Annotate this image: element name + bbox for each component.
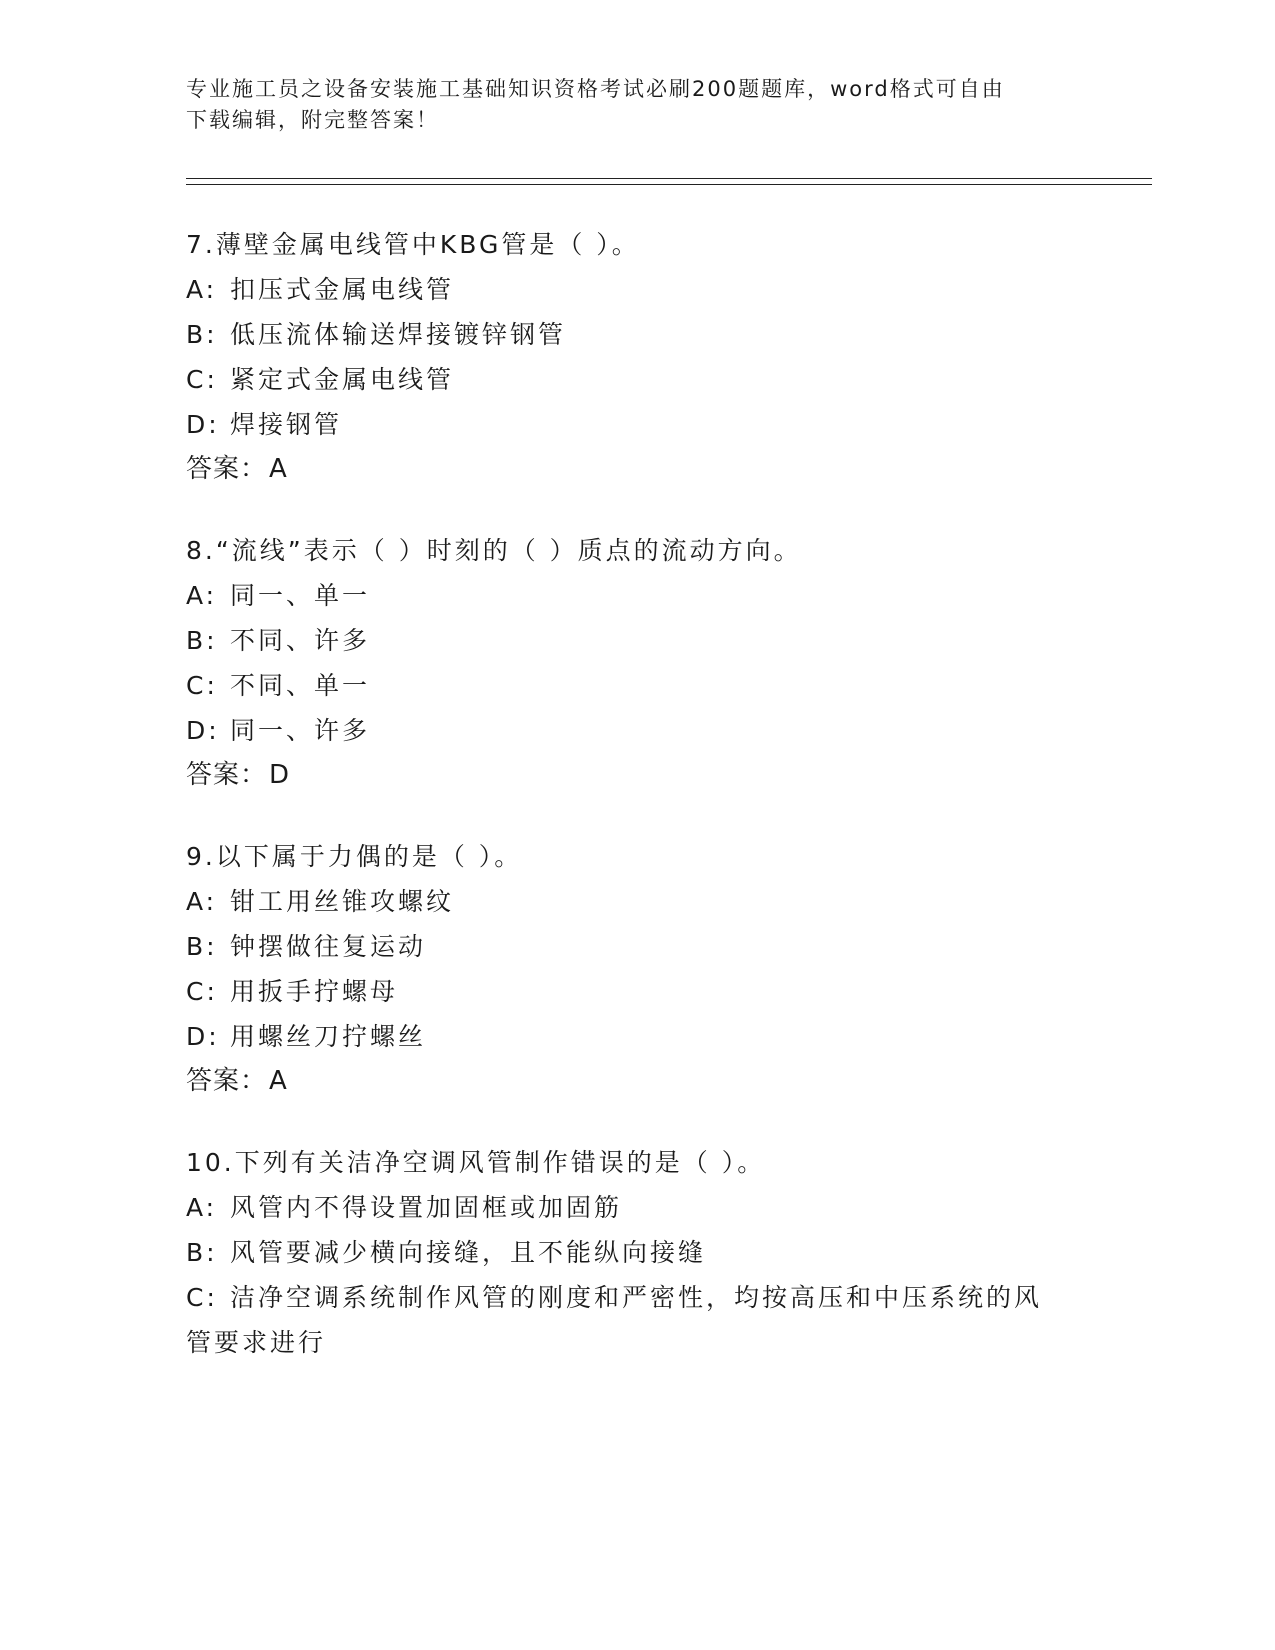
option-text: 扣压式金属电线管 bbox=[230, 275, 455, 304]
option-letter: D: bbox=[186, 716, 220, 745]
option-text: 紧定式金属电线管 bbox=[230, 365, 455, 394]
option-a bbox=[186, 267, 1086, 312]
option-letter: C: bbox=[186, 977, 218, 1006]
header-line-2: 下载编辑，附完整答案！ bbox=[186, 108, 439, 132]
option-letter: C: bbox=[186, 671, 218, 700]
option-letter: A: bbox=[186, 1193, 218, 1222]
option-letter: B: bbox=[186, 320, 218, 349]
option-a bbox=[186, 573, 1086, 618]
option-c bbox=[186, 969, 1086, 1014]
answer-line bbox=[186, 447, 1086, 492]
question-10 bbox=[186, 1140, 1086, 1365]
option-text: 钳工用丝锥攻螺纹 bbox=[230, 887, 455, 916]
option-d bbox=[186, 1014, 1086, 1059]
option-letter: B: bbox=[186, 1238, 218, 1267]
option-text: 洁净空调系统制作风管的刚度和严密性，均按高压和中压系统的风 bbox=[230, 1283, 1043, 1312]
option-letter: A: bbox=[186, 581, 218, 610]
question-title: 7.薄壁金属电线管中KBG管是（ ）。 bbox=[186, 230, 640, 259]
answer-label: 答案： bbox=[186, 760, 268, 790]
option-c bbox=[186, 357, 1086, 402]
question-8 bbox=[186, 528, 1086, 798]
option-text: 风管内不得设置加固框或加固筋 bbox=[230, 1193, 623, 1222]
option-c bbox=[186, 663, 1086, 708]
option-b bbox=[186, 312, 1086, 357]
header-line-1: 专业施工员之设备安装施工基础知识资格考试必刷200题题库，word格式可自由 bbox=[186, 77, 1005, 101]
option-letter: A: bbox=[186, 887, 218, 916]
question-title: 8.“流线”表示（ ）时刻的（ ）质点的流动方向。 bbox=[186, 536, 802, 565]
option-letter: A: bbox=[186, 275, 218, 304]
answer-value: A bbox=[269, 454, 288, 484]
option-b bbox=[186, 618, 1086, 663]
answer-line bbox=[186, 753, 1086, 798]
answer-line bbox=[186, 1059, 1086, 1104]
option-a bbox=[186, 879, 1086, 924]
document-header bbox=[186, 74, 1086, 136]
question-title: 9.以下属于力偶的是（ ）。 bbox=[186, 842, 523, 871]
option-text: 风管要减少横向接缝，且不能纵向接缝 bbox=[230, 1238, 707, 1267]
question-9 bbox=[186, 834, 1086, 1104]
option-letter: B: bbox=[186, 932, 218, 961]
header-double-rule bbox=[186, 178, 1152, 185]
option-b bbox=[186, 924, 1086, 969]
option-text: 同一、许多 bbox=[230, 716, 371, 745]
option-letter: D: bbox=[186, 1022, 220, 1051]
option-letter: B: bbox=[186, 626, 218, 655]
option-c bbox=[186, 1275, 1086, 1320]
question-7 bbox=[186, 222, 1086, 492]
option-text: 不同、许多 bbox=[230, 626, 371, 655]
answer-label: 答案： bbox=[186, 454, 268, 484]
question-title: 10.下列有关洁净空调风管制作错误的是（ ）。 bbox=[186, 1148, 766, 1177]
option-letter: C: bbox=[186, 1283, 218, 1312]
option-text: 钟摆做往复运动 bbox=[230, 932, 427, 961]
option-c-continuation: 管要求进行 bbox=[186, 1328, 327, 1357]
answer-value: A bbox=[269, 1066, 288, 1096]
option-letter: D: bbox=[186, 410, 220, 439]
option-letter: C: bbox=[186, 365, 218, 394]
option-text: 不同、单一 bbox=[230, 671, 371, 700]
option-text: 低压流体输送焊接镀锌钢管 bbox=[230, 320, 567, 349]
answer-value: D bbox=[269, 760, 291, 790]
answer-label: 答案： bbox=[186, 1066, 268, 1096]
option-text: 用扳手拧螺母 bbox=[230, 977, 399, 1006]
option-text: 同一、单一 bbox=[230, 581, 371, 610]
option-b bbox=[186, 1230, 1086, 1275]
option-a bbox=[186, 1185, 1086, 1230]
option-text: 焊接钢管 bbox=[230, 410, 343, 439]
option-d bbox=[186, 708, 1086, 753]
option-d bbox=[186, 402, 1086, 447]
option-text: 用螺丝刀拧螺丝 bbox=[230, 1022, 427, 1051]
